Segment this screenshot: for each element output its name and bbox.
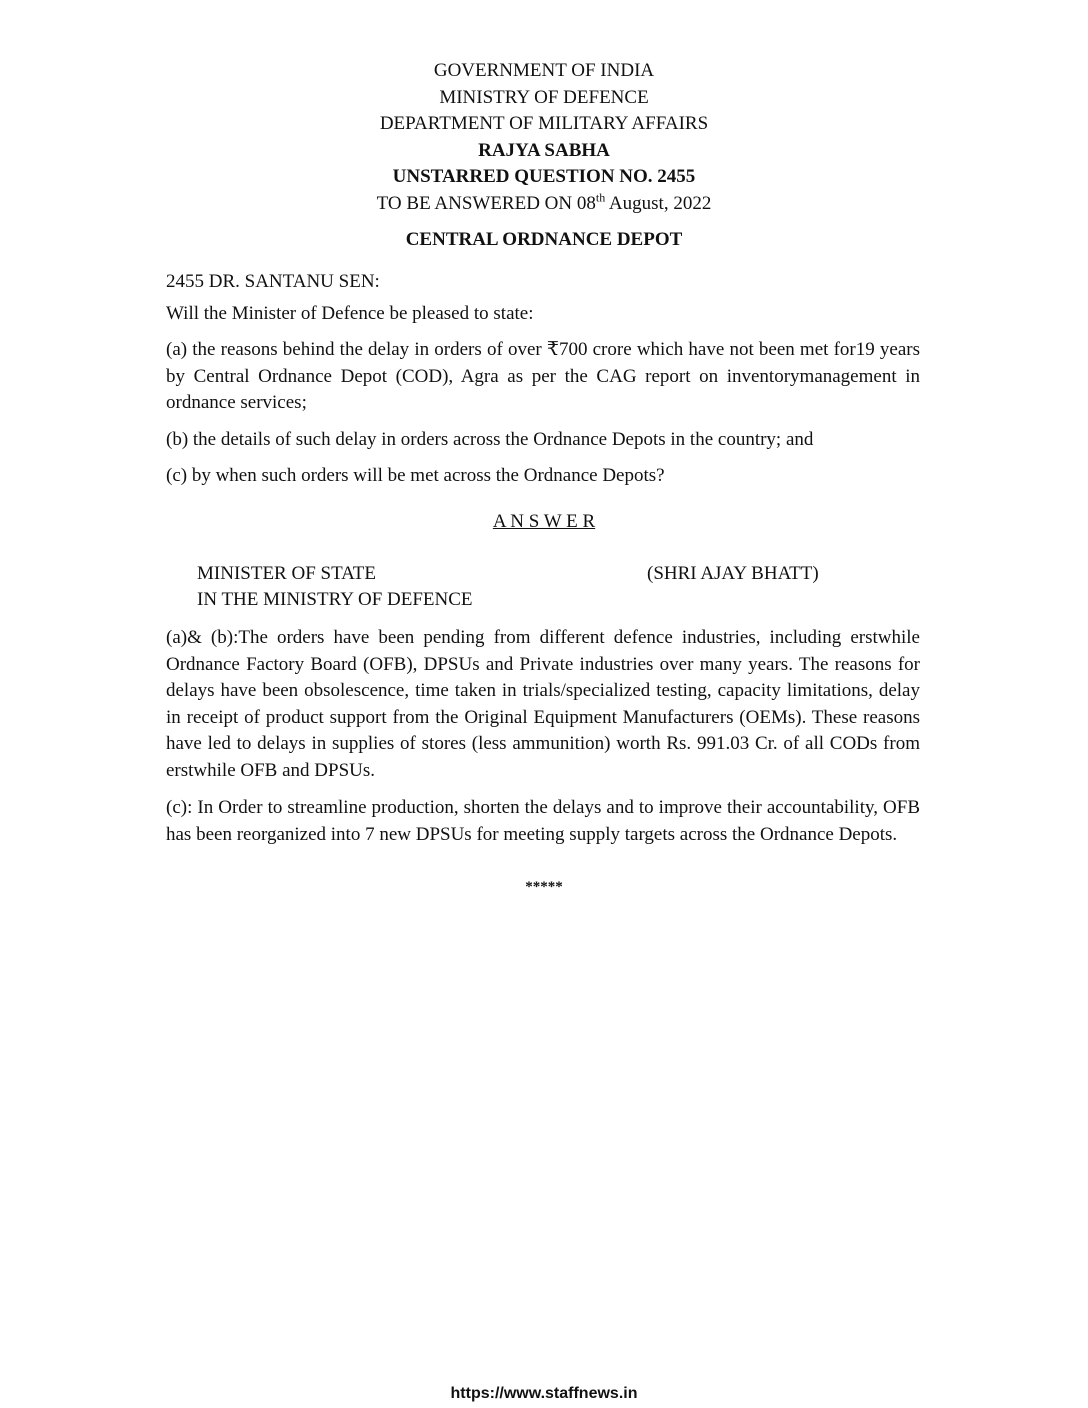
header-question-number: UNSTARRED QUESTION NO. 2455 [392,166,696,187]
header-answer-date [0,191,1088,218]
answer-part-c: (c): In Order to streamline production, shorten the delays and to improve their accountability, OFB has been reorganized into 7 new DPSUs for meeting supply targets across the Ordnance Depots. [166,797,920,845]
question-part-a: (a) the reasons behind the delay in orders of over ₹700 crore which have not been met for19 years by Central Ordnance Depot (COD), Agra as per the CAG report on inventorymanagement in ordnance services; [166,339,920,413]
minister-title [197,561,473,613]
answer-heading [0,511,1088,533]
minister-title-line2: IN THE MINISTRY OF DEFENCE [197,589,473,610]
minister-title-line1: MINISTER OF STATE [197,563,376,584]
end-marker: ***** [525,879,563,895]
header-department: DEPARTMENT OF MILITARY AFFAIRS [379,113,709,134]
minister-name: (SHRI AJAY BHATT) [647,563,819,584]
answer-date-superscript: th [595,190,606,205]
question-asker: 2455 DR. SANTANU SEN: [166,271,380,292]
header-government: GOVERNMENT OF INDIA [433,60,655,81]
answer-date-prefix: TO BE ANSWERED ON 08 [376,192,596,214]
answer-part-ab: (a)& (b):The orders have been pending from different defence industries, including erstwhile Ordnance Factory Board (OFB), DPSUs and Private industries over many years. The reasons for delays have been obsolescence, time taken in trials/specialized testing, capacity limitations, delay in receipt of product support from the Original Equipment Manufacturers (OEMs). These reasons have led to delays in supplies of stores (less ammunition) worth Rs. 991.03 Cr. of all CODs from erstwhile OFB and DPSUs. [166,627,920,781]
footer-url: https://www.staffnews.in [450,1385,638,1402]
header-house: RAJYA SABHA [478,139,610,161]
answer-date-suffix: August, 2022 [605,192,712,214]
document-header [0,58,1088,217]
answer-heading-text: A N S W E R [492,511,596,532]
question-part-c: (c) by when such orders will be met across the Ordnance Depots? [166,465,665,486]
header-ministry: MINISTRY OF DEFENCE [439,86,649,108]
question-intro: Will the Minister of Defence be pleased to state: [166,303,534,324]
question-part-b: (b) the details of such delay in orders across the Ordnance Depots in the country; and [166,429,814,450]
question-subject: CENTRAL ORDNANCE DEPOT [405,229,683,250]
